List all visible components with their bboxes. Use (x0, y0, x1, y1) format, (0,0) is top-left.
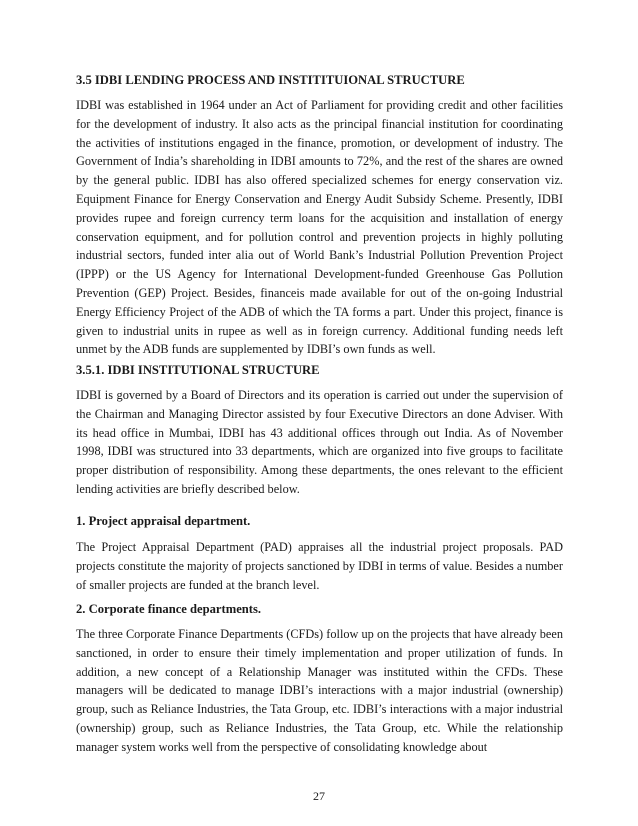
section-3-5-paragraph: IDBI was established in 1964 under an Act of Parliament for providing credit and other facilities for the development of industry. It also acts as the principal financial institution for coordinating the activities of institutions engaged in the finance, promotion, or development of industry. The Government of India’s shareholding in IDBI amounts to 72%, and the rest of the shares are owned by the general public. IDBI has also offered specialized schemes for energy conservation viz. Equipment Finance for Energy Conservation and Energy Audit Subsidy Scheme. Presently, IDBI provides rupee and foreign currency term loans for the acquisition and installation of energy conservation equipment, and for pollution control and prevention projects in highly polluting industrial sectors, funded inter alia out of World Bank’s Industrial Pollution Prevention Project (IPPP) or the US Agency for International Development-funded Greenhouse Gas Pollution Prevention (GEP) Project. Besides, financeis made available for out of the on-going Industrial Energy Efficiency Project of the ADB of which the TA forms a part. Under this project, finance is given to industrial units in rupee as well as in foreign currency. Additional funding needs left unmet by the ADB funds are supplemented by IDBI’s own funds as well. (76, 98, 563, 357)
section-3-5-1-body (76, 386, 563, 499)
subsection-project-appraisal (76, 513, 563, 529)
section-3-5-1-paragraph: IDBI is governed by a Board of Directors and its operation is carried out under the supervision of the Chairman and Managing Director assisted by four Executive Directors an done Adviser. With its head office in Mumbai, IDBI has 43 additional offices through out India. As of November 1998, IDBI was structured into 33 departments, which are organized into five groups to facilitate proper distribution of responsibility. Among these departments, the ones relevant to the efficient lending activities are briefly described below. (76, 388, 563, 496)
section-3-5-body (76, 96, 563, 359)
page-number: 27 (313, 789, 325, 803)
project-appraisal-heading: 1. Project appraisal department. (76, 514, 251, 528)
subsection-corporate-finance (76, 601, 563, 617)
section-3-5-1 (76, 362, 563, 378)
subsection-corporate-finance-body (76, 625, 563, 757)
subsection-project-appraisal-body (76, 538, 563, 594)
section-3-5-1-heading: 3.5.1. IDBI INSTITUTIONAL STRUCTURE (76, 363, 320, 377)
section-3-5 (76, 72, 563, 88)
section-3-5-heading: 3.5 IDBI LENDING PROCESS AND INSTITITUIONAL STRUCTURE (76, 73, 465, 87)
corporate-finance-heading: 2. Corporate finance departments. (76, 602, 262, 616)
corporate-finance-paragraph: The three Corporate Finance Departments (CFDs) follow up on the projects that have already been sanctioned, in order to ensure their timely implementation and proper utilization of funds. In addition, a new concept of a Relationship Manager was instituted within the CFDs. These managers will be dedicated to manage IDBI’s interactions with a major industrial (ownership) group, such as Reliance Industries, the Tata Group, etc. IDBI’s interactions with a major industrial (ownership) group, such as Reliance Industries, the Tata Group, etc. While the relationship manager system works well from the perspective of consolidating knowledge about (76, 627, 563, 754)
project-appraisal-paragraph: The Project Appraisal Department (PAD) appraises all the industrial project proposals. PAD projects constitute the majority of projects sanctioned by IDBI in terms of value. Besides a number of smaller projects are funded at the branch level. (76, 540, 563, 592)
